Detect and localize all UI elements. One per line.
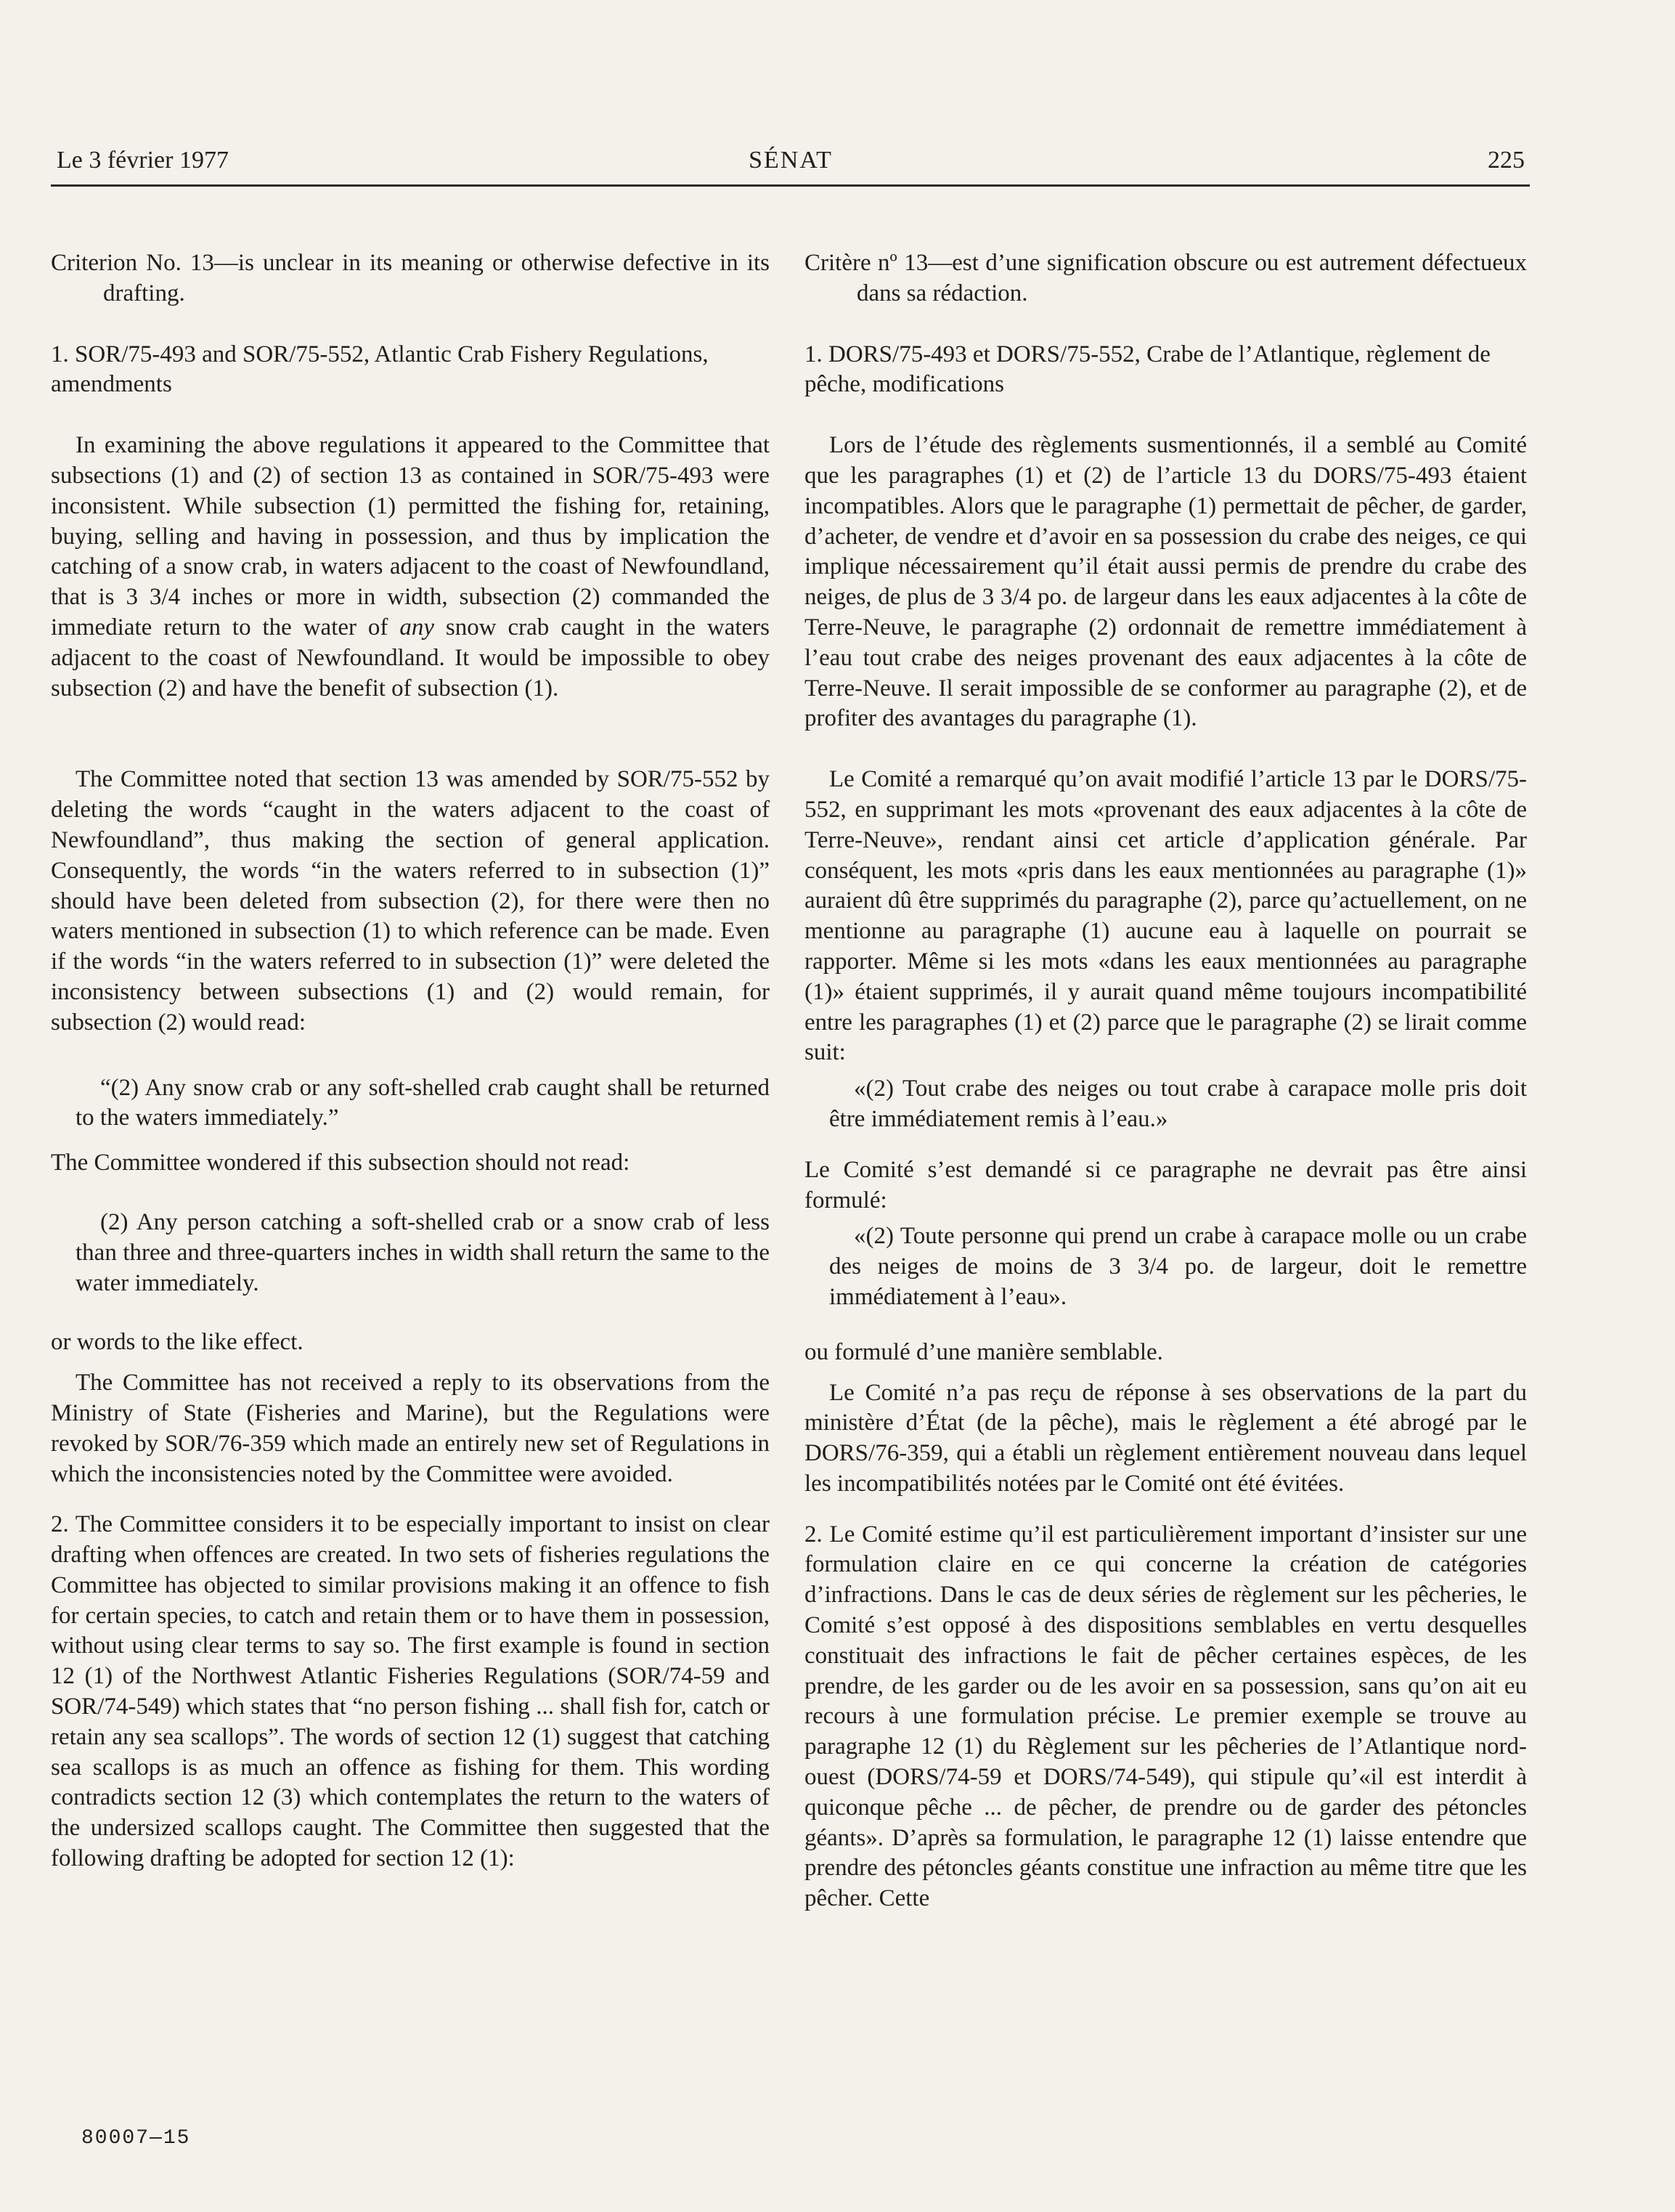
fr-para2: Le Comité a remarqué qu’on avait modifié l’article 13 par le DORS/75-552, en supprimant les mots «provenant des eaux adjacentes à la côte de Terre-Neuve», rendant ainsi cet article d’application générale. Par conséquent, les mots «pris dans les eaux mentionnées au paragraphe (1)» auraient dû être supprimés du paragraphe (2), parce qu’actuellement, on ne mentionne au paragraphe (1) aucune eau à laquelle on pourrait se rapporter. Même si les mots «dans les eaux mentionnées au paragraphe (1)» étaient supprimés, il y aurait quand même toujours incompatibilité entre les paragraphes (1) et (2) parce que le paragraphe (2) se lirait comme suit: (804, 766, 1527, 1066)
french-column (804, 248, 1527, 1914)
en-quote1: “(2) Any snow crab or any soft-shelled crab caught shall be returned to the waters immediately.” (76, 1074, 770, 1131)
fr-para4: 2. Le Comité estime qu’il est particulièrement important d’insister sur une formulation claire en ce qui concerne la création de catégories d’infractions. Dans le cas de deux séries de règlement sur les pêcheries, le Comité s’est opposé à des dispositions semblables en vertu desquelles constituait des infractions le fait de pêcher certaines espèces, de les prendre, de les garder ou de les avoir en sa possession, sans qu’on ait eu recours à une formulation précise. Le premier exemple se trouve au paragraphe 12 (1) du Règlement sur les pêcheries de l’Atlantique nord-ouest (DORS/74-59 et DORS/74-549), qui stipule qu’«il est interdit à quiconque pêche ... de pêcher, de prendre ou de garder des pétoncles géants». D’après sa formulation, le paragraphe 12 (1) laisse entendre que prendre des pétoncles géants constitue une infraction au même titre que les pêcher. Cette (804, 1521, 1527, 1912)
en-wondered: The Committee wondered if this subsection should not read: (51, 1150, 630, 1176)
en-para4: 2. The Committee considers it to be especially important to insist on clear drafting when offences are created. In two sets of fisheries regulations the Committee has objected to similar provisions making it an offence to fish for certain species, to catch and retain them or to have them in possession, without using clear terms to say so. The first example is found in section 12 (1) of the Northwest Atlantic Fisheries Regulations (SOR/74-59 and SOR/74-549) which states that “no person fishing ... shall fish for, catch or retain any sea scallops”. The words of section 12 (1) suggest that catching sea scallops is as much an offence as fishing for them. This wording contradicts section 12 (3) which contemplates the return to the waters of the undersized scallops caught. The Committee then suggested that the following drafting be adopted for section 12 (1): (51, 1511, 770, 1872)
fr-para3: Le Comité n’a pas reçu de réponse à ses observations de la part du ministère d’État (de la pêche), mais le règlement a été abrogé par le DORS/76-359, qui a établi un règlement entièrement nouveau dans lequel les incompatibilités notées par le Comité ont été évitées. (804, 1379, 1527, 1497)
fr-item1-title: 1. DORS/75-493 et DORS/75-552, Crabe de l’Atlantique, règlement de pêche, modifications (804, 341, 1491, 398)
en-para1-text: In examining the above regulations it appeared to the Committee that subsections (1) and (2) of section 13 as contained in SOR/75-493 were inconsistent. While subsection (1) permitted the fishing for, retaining, buying, selling and having in possession, and thus by implication the catching of a snow crab, in waters adjacent to the coast of Newfoundland, that is 3 3/4 inches or more in width, subsection (2) commanded the immediate return to the water of (51, 432, 770, 641)
en-para2: The Committee noted that section 13 was amended by SOR/75-552 by deleting the words “caught in the waters adjacent to the coast of Newfoundland”, thus making the section of general application. Consequently, the words “in the waters referred to in subsection (1)” should have been deleted from subsection (2), for there were then no waters mentioned in subsection (1) to which reference can be made. Even if the words “in the waters referred to in subsection (1)” were deleted the inconsistency between subsections (1) and (2) would remain, for subsection (2) would read: (51, 766, 770, 1036)
header-date: Le 3 février 1977 (57, 147, 229, 174)
fr-para1: Lors de l’étude des règlements susmentionnés, il a semblé au Comité que les paragraphes (1) et (2) de l’article 13 du DORS/75-493 étaient incompatibles. Alors que le paragraphe (1) permettait de pêcher, de garder, d’acheter, de vendre et d’avoir en sa possession du crabe des neiges, ce qui implique nécessairement qu’il était aussi permis de prendre du crabe des neiges, de plus de 3 3/4 po. de largeur dans les eaux adjacentes à la côte de Terre-Neuve, le paragraphe (2) ordonnait de remettre immédiatement à l’eau tout crabe des neiges provenant des eaux adjacentes à la côte de Terre-Neuve. Il serait impossible de se conformer au paragraphe (2), et de profiter des avantages du paragraphe (1). (804, 432, 1527, 732)
fr-quote1: «(2) Tout crabe des neiges ou tout crabe à carapace molle pris doit être immédiatement remis à l’eau.» (829, 1075, 1527, 1132)
en-item1-title: 1. SOR/75-493 and SOR/75-552, Atlantic Crab Fishery Regulations, amendments (51, 341, 709, 398)
header-title: SÉNAT (749, 147, 833, 174)
page-header (57, 147, 1525, 184)
en-para1-emphasis: any (399, 614, 434, 641)
footer-code: 80007—15 (81, 2127, 191, 2150)
header-page-number: 225 (1488, 147, 1525, 174)
en-like-effect: or words to the like effect. (51, 1329, 303, 1356)
en-para3: The Committee has not received a reply to its observations from the Ministry of State (Fisheries and Marine), but the Regulations were revoked by SOR/76-359 which made an entirely new set of Regulations in which the inconsistencies noted by the Committee were avoided. (51, 1370, 770, 1487)
header-rule (51, 184, 1530, 187)
en-quote2: (2) Any person catching a soft-shelled crab or a snow crab of less than three and three-quarters inches in width shall return the same to the water immediately. (76, 1208, 770, 1296)
en-para1-end: snow crab caught in the waters adjacent to the coast of Newfoundland. It would be impossible to obey subsection (2) and have the benefit of subsection (1). (51, 614, 770, 702)
fr-like-effect: ou formulé d’une manière semblable. (804, 1338, 1163, 1365)
en-criterion: Criterion No. 13—is unclear in its meaning or otherwise defective in its drafting. (51, 250, 770, 306)
fr-wondered: Le Comité s’est demandé si ce paragraphe ne devrait pas être ainsi formulé: (804, 1156, 1527, 1213)
english-column (51, 248, 770, 1874)
fr-quote2: «(2) Toute personne qui prend un crabe à carapace molle ou un crabe des neiges de moins de 3 3/4 po. de largeur, doit le remettre immédiatement à l’eau». (829, 1223, 1527, 1310)
fr-criterion: Critère nº 13—est d’une signification obscure ou est autrement défectueux dans sa rédaction. (804, 250, 1527, 306)
en-para1 (51, 431, 770, 704)
